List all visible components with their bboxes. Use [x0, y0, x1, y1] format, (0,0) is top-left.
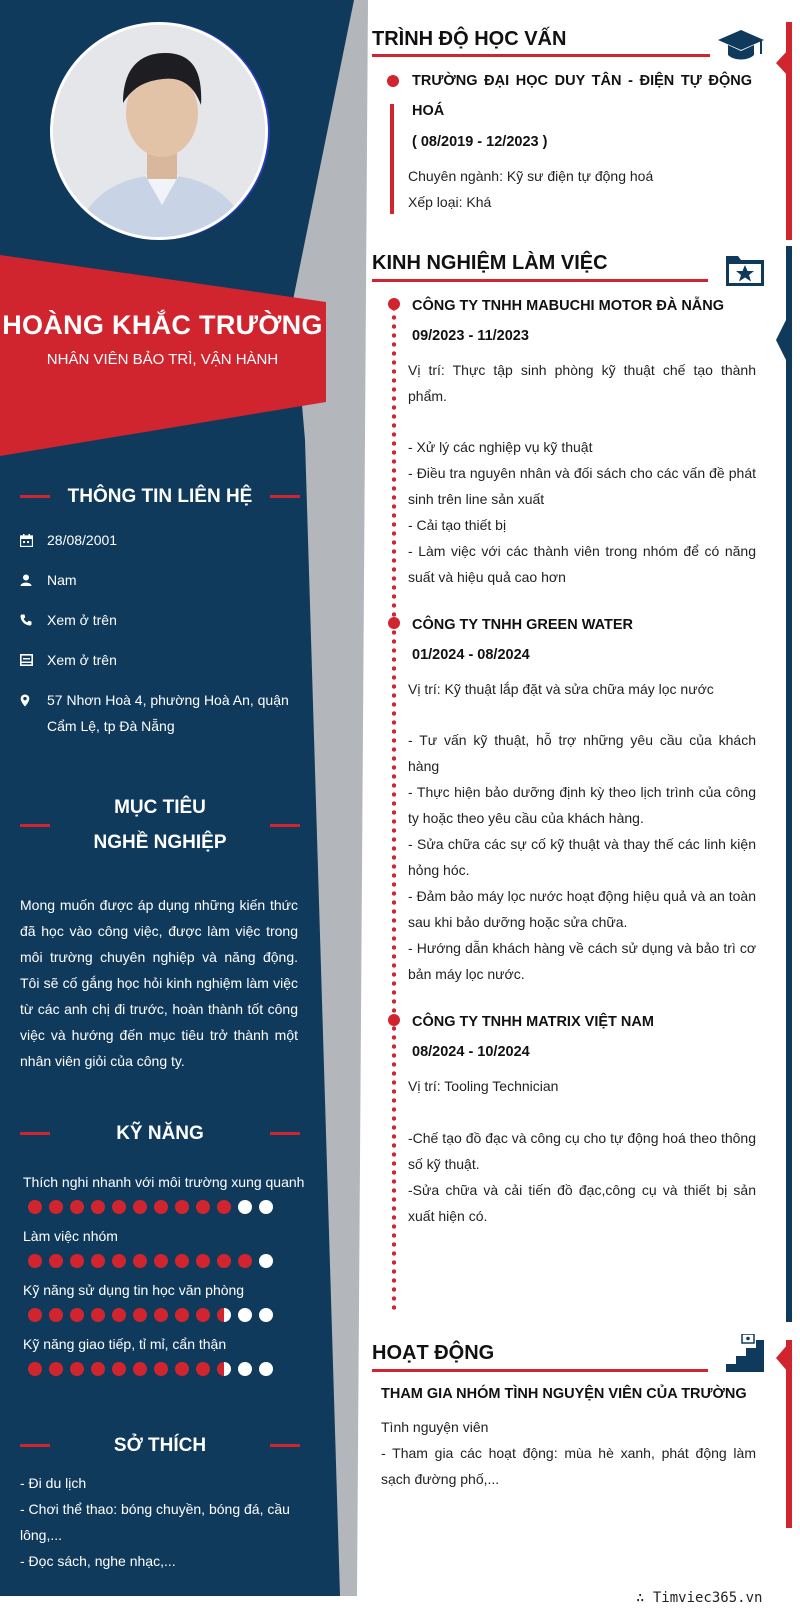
- skills-heading-text: KỸ NĂNG: [116, 1123, 204, 1144]
- job-duty: - Tư vấn kỹ thuật, hỗ trợ những yêu cầu của khách hàng: [408, 732, 756, 774]
- experience-underline: [372, 279, 708, 282]
- skill-label: Thích nghi nhanh với môi trường xung quanh: [23, 1174, 305, 1190]
- job-duty: - Làm việc với các thành viên trong nhóm để có năng suất và hiệu quả cao hơn: [408, 543, 756, 585]
- career-heading-text: MỤC TIÊU NGHỀ NGHIỆP: [93, 797, 227, 853]
- job-company: CÔNG TY TNHH GREEN WATER: [412, 617, 633, 633]
- hobby-item: - Chơi thể thao: bóng chuyền, bóng đá, cầu lông,...: [20, 1501, 290, 1543]
- hobby-item: - Đọc sách, nghe nhạc,...: [20, 1553, 176, 1569]
- education-rank: Xếp loại: Khá: [408, 194, 492, 210]
- job-duties: [408, 434, 756, 590]
- job-duty: - Thực hiện bảo dưỡng định kỳ theo lịch trình của công ty hoặc theo yêu cầu của khách hàng.: [408, 784, 756, 826]
- timeline-pin: [388, 1014, 400, 1026]
- activities-underline: [372, 1369, 708, 1372]
- job-position: Vị trí: Tooling Technician: [408, 1078, 559, 1094]
- timeline-pin: [387, 75, 399, 87]
- activities-heading: HOẠT ĐỘNG: [372, 1342, 495, 1364]
- email-value: Xem ở trên: [47, 652, 117, 668]
- job-duty: - Sửa chữa các sự cố kỹ thuật và thay thế các linh kiện hỏng hóc.: [408, 836, 756, 878]
- job-duty: - Đảm bảo máy lọc nước hoạt động hiệu quả và an toàn sau khi bảo dưỡng hoặc sửa chữa.: [408, 888, 756, 930]
- job-period: 08/2024 - 10/2024: [412, 1044, 530, 1060]
- education-period: ( 08/2019 - 12/2023 ): [412, 134, 548, 150]
- edge-arrow: [776, 316, 788, 364]
- edge-arrow: [776, 50, 788, 76]
- hobby-item: - Đi du lịch: [20, 1475, 87, 1491]
- job-position: Vị trí: Thực tập sinh phòng kỹ thuật chế tạo thành phẩm.: [408, 362, 756, 404]
- hobbies-heading-text: SỞ THÍCH: [113, 1435, 207, 1456]
- skill-label: Kỹ năng sử dụng tin học văn phòng: [23, 1282, 245, 1298]
- job-duty: -Sửa chữa và cải tiến đồ đạc,công cụ và thiết bị sản xuất hiện có.: [408, 1182, 756, 1224]
- address-value: 57 Nhơn Hoà 4, phường Hoà An, quận Cẩm Lệ, tp Đà Nẵng: [47, 692, 289, 734]
- graduation-cap-icon: [718, 30, 764, 64]
- experience-timeline: [392, 304, 396, 1314]
- job-duty: - Hướng dẫn khách hàng về cách sử dụng và bảo trì cơ bản máy lọc nước.: [408, 940, 756, 982]
- edge-arrow: [776, 1344, 788, 1372]
- job-duties: [408, 1125, 756, 1229]
- timeline-pin: [388, 617, 400, 629]
- education-timeline: [390, 104, 394, 214]
- timeline-pin: [388, 298, 400, 310]
- job-period: 09/2023 - 11/2023: [412, 328, 529, 344]
- experience-heading: KINH NGHIỆM LÀM VIỆC: [372, 252, 608, 274]
- job-duty: - Cải tạo thiết bị: [408, 517, 507, 533]
- career-objective-text: Mong muốn được áp dụng những kiến thức đã học vào công việc, được làm việc trong môi trường chuyên nghiệp và năng động. Tôi sẽ cố gắng học hỏi kinh nghiệm làm việc từ các anh chị đi trước, hoàn thành tốt công việc và hướng đến mục tiêu trở thành một nhân viên giỏi của công ty.: [20, 897, 298, 1069]
- job-company: CÔNG TY TNHH MATRIX VIỆT NAM: [412, 1014, 654, 1030]
- education-underline: [372, 54, 710, 57]
- job-duty: -Chế tạo đồ đạc và công cụ cho tự động hoá theo thông số kỹ thuật.: [408, 1130, 756, 1172]
- activity-title: THAM GIA NHÓM TÌNH NGUYỆN VIÊN CỦA TRƯỜNG: [381, 1386, 747, 1402]
- activity-role: Tình nguyện viên: [381, 1419, 489, 1435]
- job-company: CÔNG TY TNHH MABUCHI MOTOR ĐÀ NẴNG: [412, 298, 725, 314]
- folder-star-icon: [726, 252, 764, 286]
- watermark: ∴ Timviec365.vn: [636, 1590, 763, 1606]
- skill-label: Kỹ năng giao tiếp, tỉ mỉ, cẩn thận: [23, 1336, 227, 1352]
- phone-value: Xem ở trên: [47, 612, 117, 628]
- skill-label: Làm việc nhóm: [23, 1228, 118, 1244]
- activity-text: - Tham gia các hoạt động: mùa hè xanh, phát động làm sạch đường phố,...: [381, 1445, 756, 1487]
- birthday-value: 28/08/2001: [47, 532, 118, 548]
- education-heading: TRÌNH ĐỘ HỌC VẤN: [372, 28, 567, 50]
- education-major: Chuyên ngành: Kỹ sư điện tự động hoá: [408, 168, 654, 184]
- candidate-title: NHÂN VIÊN BẢO TRÌ, VẬN HÀNH: [46, 351, 279, 368]
- candidate-name: HOÀNG KHẮC TRƯỜNG: [2, 310, 323, 340]
- job-period: 01/2024 - 08/2024: [412, 647, 530, 663]
- contact-heading-text: THÔNG TIN LIÊN HỆ: [67, 486, 253, 507]
- edge-bar-experience: [786, 246, 792, 1322]
- job-duty: - Xử lý các nghiệp vụ kỹ thuật: [408, 439, 593, 455]
- job-duties: [408, 727, 756, 987]
- job-position: Vị trí: Kỹ thuật lắp đặt và sửa chữa máy lọc nước: [408, 681, 714, 697]
- job-duty: - Điều tra nguyên nhân và đối sách cho các vấn đề phát sinh trên line sản xuất: [408, 465, 756, 507]
- education-school: TRƯỜNG ĐẠI HỌC DUY TÂN - ĐIỆN TỰ ĐỘNG HOÁ: [412, 73, 752, 119]
- gender-value: Nam: [47, 572, 77, 588]
- stairs-icon: [726, 1334, 764, 1372]
